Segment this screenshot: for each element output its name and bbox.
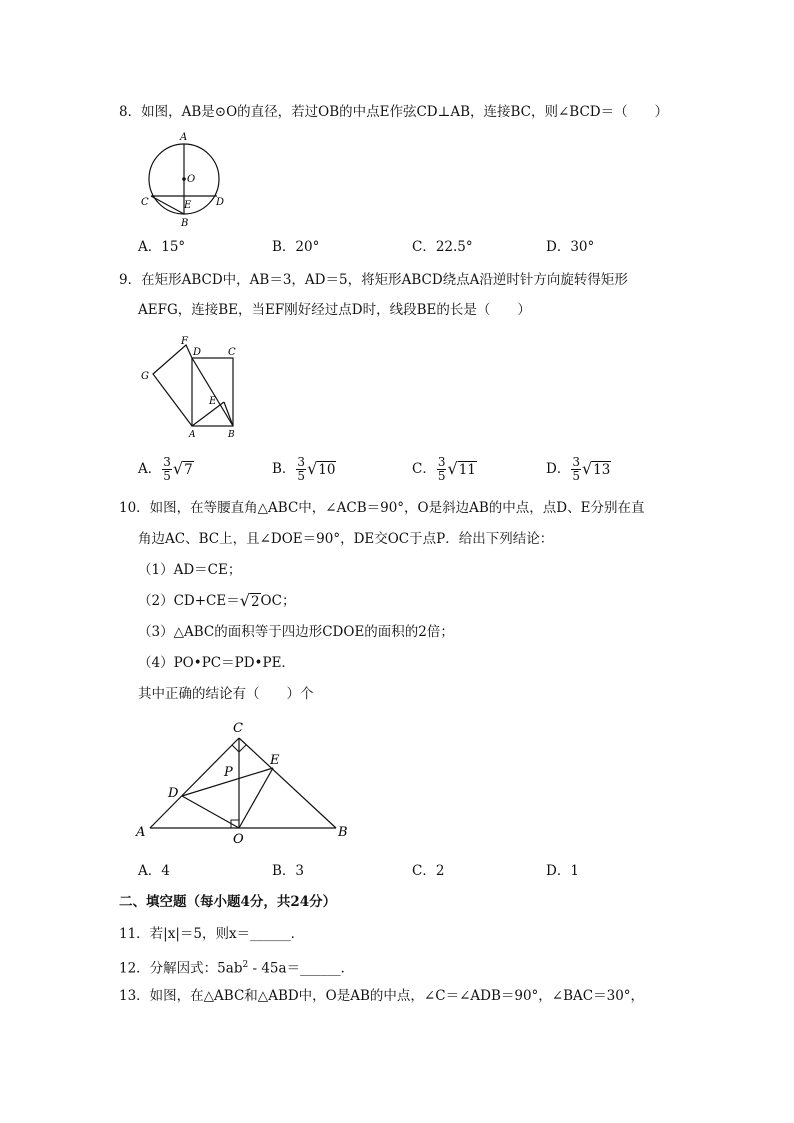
q8-circle-figure (138, 132, 230, 230)
q9-label-a: A (189, 430, 196, 440)
q10-label-e: E (270, 753, 280, 768)
q10-label-d: D (168, 786, 179, 801)
q8-text: 8．如图，AB是⊙O的直径，若过OB的中点E作弦CD⊥AB，连接BC，则∠BCD＝（ ） (119, 104, 669, 120)
q9-line1: 9．在矩形ABCD中，AB＝3，AD＝5，将矩形ABCD绕点A沿逆时针方向旋转得矩形 (119, 272, 628, 288)
q9-label-f: F (181, 336, 188, 347)
q10-option-d: D．1 (546, 863, 579, 879)
q11-text: 11．若|x|＝5，则x＝______． (119, 926, 305, 942)
q10-option-a: A．4 (138, 863, 170, 879)
q9-line2: AEFG，连接BE，当EF刚好经过点D时，线段BE的长是（ ） (138, 302, 531, 318)
q8-label-e: E (184, 200, 192, 211)
q8-option-c: C．22.5° (412, 239, 473, 255)
q9-label-b: B (228, 430, 235, 440)
q10-label-a: A (136, 825, 146, 840)
q10-conclusion-2: （2）CD+CE＝√2OC； (138, 591, 296, 610)
q9-label-g: G (141, 371, 149, 382)
q10-conclusion-3: （3）△ABC的面积等于四边形CDOE的面积的2倍； (138, 624, 454, 640)
q9-option-b: B． $\frac{3}{5}$ √10 (272, 455, 336, 483)
q9-option-c: C． $\frac{3}{5}$ √11 (412, 455, 476, 483)
q8-label-c: C (141, 197, 149, 208)
q10-triangle-figure (132, 716, 354, 850)
q8-option-b: B．20° (272, 239, 320, 255)
q10-label-o: O (233, 832, 244, 847)
q10-option-b: B．3 (272, 863, 305, 879)
q10-option-c: C．2 (412, 863, 445, 879)
q8-label-d: D (216, 197, 225, 208)
q9-rectangle-figure (138, 334, 250, 442)
q10-line2: 角边AC、BC上，且∠DOE＝90°，DE交OC于点P．给出下列结论： (138, 531, 554, 547)
q9-label-e: E (209, 396, 217, 407)
q9-label-d: D (193, 347, 202, 358)
q8-label-a: A (180, 132, 188, 143)
q10-conclusion-4: （4）PO•PC＝PD•PE． (138, 655, 295, 671)
q10-conclusion-1: （1）AD＝CE； (138, 562, 242, 578)
q10-line1: 10．如图，在等腰直角△ABC中，∠ACB＝90°，O是斜边AB的中点，点D、E分别在直 (119, 500, 645, 516)
q8-option-d: D．30° (546, 239, 595, 255)
q10-label-b: B (338, 825, 348, 840)
q8-label-b: B (181, 218, 189, 229)
q10-ask: 其中正确的结论有（ ）个 (138, 686, 314, 702)
q12-text: 12．分解因式：$5ab^2$ - 45a＝______． (119, 960, 355, 977)
q8-option-a: A．15° (138, 239, 186, 255)
section-fill-in-blank-heading: 二、填空题（每小题4分，共24分） (119, 894, 337, 910)
q9-option-a: A． $\frac{3}{5}$ √7 (138, 455, 193, 483)
q9-label-c: C (228, 347, 236, 358)
q8-label-o: O (187, 174, 196, 185)
q13-text: 13．如图，在△ABC和△ABD中，O是AB的中点，∠C＝∠ADB＝90°，∠BAC＝30°， (119, 988, 645, 1004)
q9-option-d: D． $\frac{3}{5}$ √13 (546, 455, 611, 483)
q10-label-c: C (233, 721, 243, 736)
q10-label-p: P (224, 765, 233, 780)
